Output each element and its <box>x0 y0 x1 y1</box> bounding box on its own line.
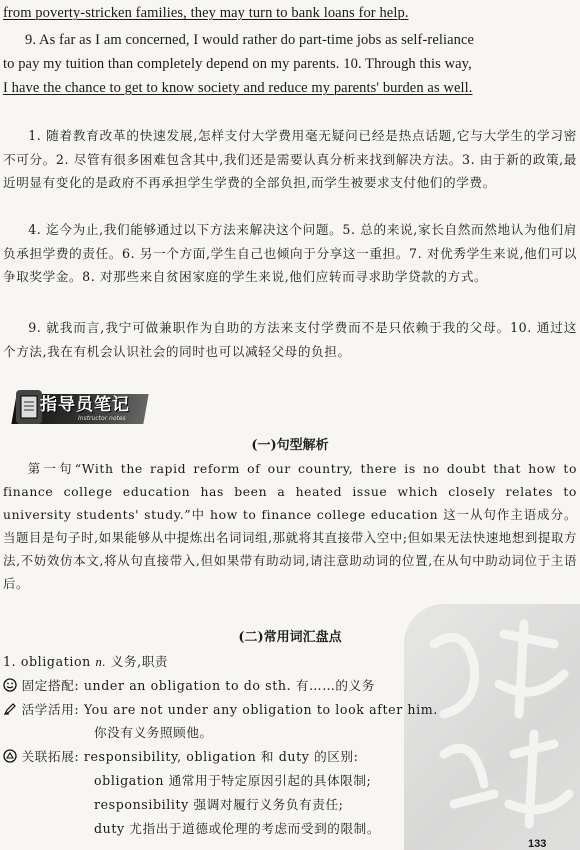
english-p9-line-a <box>25 29 474 52</box>
usage-english: You are not under any obligation to look after him. <box>83 702 438 717</box>
extension-line-2: obligation 通常用于特定原因引起的具体限制; <box>94 773 372 788</box>
english-p9-line-b <box>3 53 472 76</box>
usage-row <box>3 698 438 722</box>
english-p9-a-text: 9. As far as I am concerned, I would rather do part-time jobs as self-reliance <box>25 32 475 48</box>
vocab-entry <box>3 650 168 675</box>
badge-title: 指导员笔记 <box>40 395 130 415</box>
pen-icon <box>3 700 17 714</box>
extension-line-1: responsibility, obligation 和 duty 的区别: <box>83 749 359 764</box>
section-1-body: 第一句“With the rapid reform of our country, there is no doubt that how to finance college education has been a heated issue which closely relates to university students' study.”中 how to finance college education 这一从句作主语成分。当题目是句子时,如果能够从中提炼出名词词组,那就将其直接带入空中;但如果无法快速地想到提取方法,不妨效仿本文,将从句直接带入,但如果带有助动词,请注意助动词的位置,在从句中助动词位于主语后。 <box>3 461 577 591</box>
vocab-word: 1. obligation <box>3 654 91 669</box>
link-icon <box>3 747 17 761</box>
section-2-heading: (二)常用词汇盘点 <box>238 630 342 645</box>
english-p9-b-text: to pay my tuition than completely depend on my parents. 10. Through this way, <box>3 56 472 72</box>
english-line-1 <box>3 2 409 25</box>
cn-paragraph-3: 9. 就我而言,我宁可做兼职作为自助的方法来支付学费而不是只依赖于我的父母。10. 通过这个方法,我在有机会认识社会的同时也可以减轻父母的负担。 <box>3 320 577 359</box>
section-1-heading: (一)句型解析 <box>251 438 329 453</box>
english-p9-c-text: I have the chance to get to know society and reduce my parents' burden as well. <box>3 80 473 96</box>
extension-label: 关联拓展: <box>21 749 80 764</box>
notebook-icon <box>16 390 42 424</box>
extension-line-3: responsibility 强调对履行义务负有责任; <box>94 797 344 812</box>
extension-line-4: duty 尤指出于道德或伦理的考虑而受到的限制。 <box>94 821 381 836</box>
usage-translation: 你没有义务照顾他。 <box>94 725 213 740</box>
cn-paragraph-2: 4. 迄今为止,我们能够通过以下方法来解决这个问题。5. 总的来说,家长自然而然地认为他们肩负承担学费的责任。6. 另一个方面,学生自己也倾向于分享这一重担。7. 对优秀学生来说,他们可以争取奖学金。8. 对那些来自贫困家庭的学生来说,他们应转而寻求助学贷款的方式。 <box>3 222 578 284</box>
extension-row <box>3 745 359 769</box>
fixed-collocation-text: under an obligation to do sth. 有……的义务 <box>83 678 375 693</box>
english-p9-line-c <box>3 77 473 100</box>
vocab-pos: n. <box>95 655 107 669</box>
english-line-1-text: from poverty-stricken families, they may turn to bank loans for help. <box>3 5 409 21</box>
badge-subtitle: Instructor notes <box>78 415 126 422</box>
fixed-collocation-row <box>3 674 375 698</box>
vocab-meaning: 义务,职责 <box>110 654 169 669</box>
usage-label: 活学活用: <box>21 702 80 717</box>
fixed-collocation-label: 固定搭配: <box>21 678 80 693</box>
extension-row-4 <box>94 817 380 841</box>
instructor-notes-badge <box>14 388 146 428</box>
usage-translation-row <box>94 721 213 745</box>
extension-row-2 <box>94 769 371 793</box>
extension-row-3 <box>94 793 343 817</box>
page-number: 133 <box>528 838 547 850</box>
smiley-icon <box>3 676 17 690</box>
cn-paragraph-1: 1. 随着教育改革的快速发展,怎样支付大学费用毫无疑问已经是热点话题,它与大学生的学习密不可分。2. 尽管有很多困难包含其中,我们还是需要认真分析来找到解决方法。3. 由于新的政策,最近明显有变化的是政府不再承担学生学费的全部负担,而学生被要求支付他们的学费。 <box>3 128 578 190</box>
